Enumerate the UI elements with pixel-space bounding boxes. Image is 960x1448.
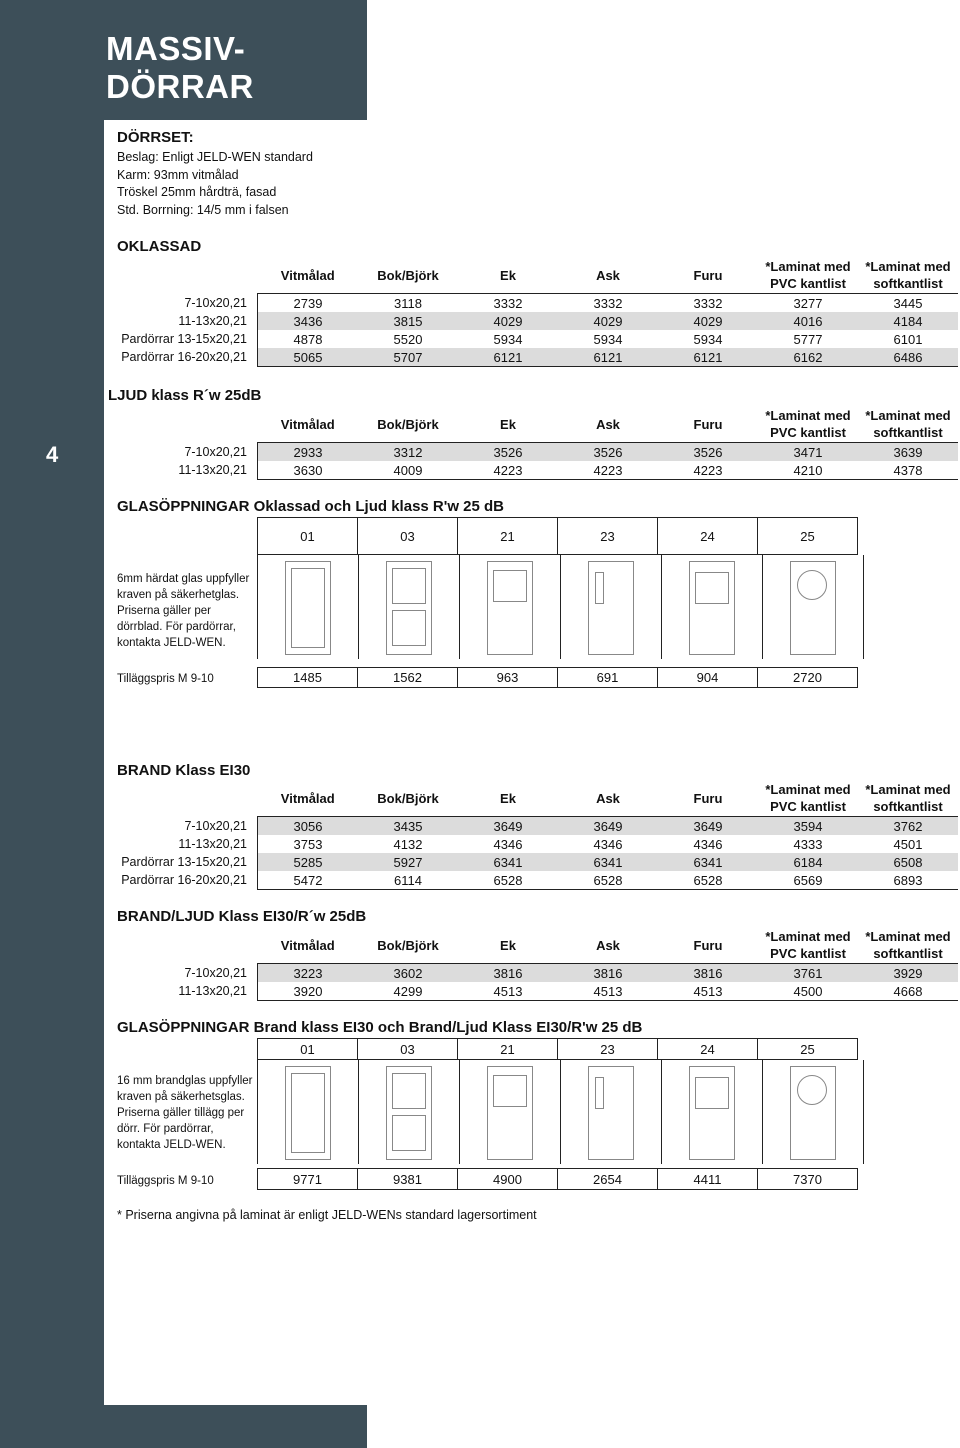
col-header: Bok/Björk [358,780,458,817]
chapter-number: 4 [46,442,59,467]
price-cell: 3639 [858,443,958,462]
price-cell: 6114 [358,871,458,890]
price-cell: 4411 [658,1169,758,1190]
col-header: Bok/Björk [358,257,458,294]
price-cell: 3649 [658,817,758,836]
price-cell: 4029 [658,312,758,330]
price-cell: 4223 [558,461,658,480]
note-line: Priserna gäller per [117,605,211,617]
dorrset-heading: DÖRRSET: [117,129,194,146]
door-25-icon [790,561,836,655]
price-cell: 5285 [258,853,359,871]
col-header: Vitmålad [258,406,359,443]
row-label: 7-10x20,21 [184,444,247,459]
note-line: dörrblad. För pardörrar, [117,621,236,633]
glass-code: 23 [558,518,658,555]
price-cell: 5777 [793,331,823,347]
price-cell: 1485 [258,668,358,688]
row-label: 11-13x20,21 [178,463,247,478]
price-cell: 5927 [358,853,458,871]
price-row [258,1169,858,1190]
price-cell: 6121 [558,348,658,367]
table-row [104,443,958,462]
glas1-note [117,571,249,651]
door-cell [257,555,358,659]
price-cell: 4299 [358,982,458,1001]
price-cell: 6184 [758,853,858,871]
table-header-row [104,927,958,964]
row-label: Pardörrar 13-15x20,21 [121,332,247,346]
door-23-icon [588,561,634,655]
price-cell: 4346 [693,836,723,852]
door-cell [459,1060,560,1164]
price-cell: 3445 [893,295,923,311]
price-cell: 6486 [858,348,958,367]
col-header: *Laminat med PVC kantlist [758,780,858,817]
price-cell: 4346 [493,836,523,852]
brand-heading: BRAND Klass EI30 [117,762,251,779]
price-cell: 1562 [358,668,458,688]
price-cell: 6341 [558,853,658,871]
price-cell: 2654 [558,1169,658,1190]
brandljud-table [104,927,958,1001]
price-cell: 5472 [258,871,359,890]
col-header: *Laminat med PVC kantlist [758,257,858,294]
glas1-price-label: Tilläggspris M 9-10 [117,673,214,685]
oklassad-heading: OKLASSAD [117,238,202,255]
glass-code: 25 [758,518,858,555]
glas2-note [117,1073,253,1153]
price-cell: 3526 [558,443,658,462]
col-header: Vitmålad [258,927,359,964]
door-03-icon [386,1066,432,1160]
price-cell: 5707 [358,348,458,367]
glass-code: 24 [658,1039,758,1060]
price-cell: 6341 [658,853,758,871]
price-cell: 6893 [858,871,958,890]
col-header: *Laminat med PVC kantlist [758,406,858,443]
glass-code: 01 [258,1039,358,1060]
price-cell: 3436 [258,312,359,330]
oklassad-table [104,257,958,367]
price-cell: 691 [558,668,658,688]
table-row [104,871,958,890]
glas2-heading: GLASÖPPNINGAR Brand klass EI30 och Brand/Ljud Klass EI30/R'w 25 dB [117,1019,643,1036]
price-cell: 4223 [458,461,558,480]
table-row [104,348,958,367]
price-row [258,668,858,688]
glas2-price-table [257,1168,858,1190]
glass-code: 21 [458,518,558,555]
price-cell: 6528 [658,871,758,890]
door-cell [358,1060,459,1164]
table-row [104,461,958,480]
door-23-icon [588,1066,634,1160]
door-03-icon [386,561,432,655]
ljud-table [104,406,958,480]
door-cell [661,555,762,659]
price-cell: 3435 [358,817,458,836]
price-cell: 6121 [658,348,758,367]
door-cell [560,1060,661,1164]
price-cell: 4210 [758,461,858,480]
ljud-heading: LJUD klass R´w 25dB [108,387,262,404]
note-line: kraven på säkerhetsglas. [117,1091,245,1103]
price-cell: 6528 [458,871,558,890]
col-header: Ask [558,257,658,294]
col-header: Ask [558,927,658,964]
table-header-row [104,257,958,294]
price-cell: 3649 [558,817,658,836]
row-label: Pardörrar 16-20x20,21 [121,350,247,365]
price-cell: 9381 [358,1169,458,1190]
glass-code: 01 [258,518,358,555]
page-title [106,30,254,106]
price-cell: 4346 [593,836,623,852]
price-cell: 904 [658,668,758,688]
door-24-icon [689,561,735,655]
col-header: Ek [458,780,558,817]
glas1-door-illustrations [257,555,864,659]
price-cell: 4878 [258,330,359,348]
note-line: 6mm härdat glas uppfyller [117,573,250,585]
glass-code: 21 [458,1039,558,1060]
price-cell: 3332 [693,295,723,311]
row-label: 11-13x20,21 [178,984,247,999]
price-cell: 3526 [658,443,758,462]
price-cell: 2933 [258,443,359,462]
price-cell: 5934 [593,331,623,347]
row-label: 11-13x20,21 [178,837,247,851]
door-cell [762,555,864,659]
door-21-icon [487,1066,533,1160]
note-line: 16 mm brandglas uppfyller [117,1075,253,1087]
note-line: kontakta JELD-WEN. [117,1139,226,1151]
price-cell: 5520 [393,331,423,347]
price-cell: 6162 [758,348,858,367]
door-cell [358,555,459,659]
col-header: Ask [558,780,658,817]
glas1-price-table [257,667,858,688]
row-label: Pardörrar 13-15x20,21 [121,855,247,869]
door-01-icon [285,561,331,655]
price-cell: 3816 [458,964,558,983]
col-header: Furu [658,780,758,817]
price-cell: 4132 [393,836,423,852]
price-cell: 4513 [658,982,758,1001]
price-cell: 6508 [858,853,958,871]
dorrset-list [117,149,313,219]
table-row [104,817,958,836]
door-cell [560,555,661,659]
price-cell: 4333 [793,836,823,852]
price-cell: 3594 [758,817,858,836]
col-header: Furu [658,406,758,443]
door-cell [661,1060,762,1164]
title-line-1: MASSIV- [106,30,246,67]
door-21-icon [487,561,533,655]
note-line: kontakta JELD-WEN. [117,637,226,649]
price-cell: 3649 [458,817,558,836]
code-row [258,1039,858,1060]
table-header-row [104,780,958,817]
dorrset-line: Tröskel 25mm hårdträ, fasad [117,185,277,199]
dorrset-line: Std. Borrning: 14/5 mm i falsen [117,202,289,217]
price-cell: 6528 [558,871,658,890]
glas2-code-table [257,1038,858,1060]
price-cell: 3761 [758,964,858,983]
dorrset-line: Beslag: Enligt JELD-WEN standard [117,150,313,164]
table-row [104,330,958,348]
price-cell: 3929 [858,964,958,983]
price-cell: 3630 [258,461,359,480]
door-cell [459,555,560,659]
price-cell: 7370 [758,1169,858,1190]
price-cell: 4184 [858,312,958,330]
price-cell: 4513 [458,982,558,1001]
code-row [258,518,858,555]
price-cell: 4513 [558,982,658,1001]
price-cell: 4501 [893,836,923,852]
price-cell: 3816 [658,964,758,983]
row-label: 7-10x20,21 [184,295,247,310]
table-row [104,964,958,983]
col-header: Ek [458,927,558,964]
price-cell: 3118 [394,295,422,311]
price-cell: 4016 [758,312,858,330]
price-cell: 4500 [758,982,858,1001]
price-cell: 2739 [258,294,359,313]
price-cell: 4029 [458,312,558,330]
glass-code: 25 [758,1039,858,1060]
glas1-code-table [257,517,858,555]
note-line: kraven på säkerhetglas. [117,589,240,601]
top-white-area [367,0,960,120]
glas2-price-label: Tilläggspris M 9-10 [117,1175,214,1187]
table-row [104,294,958,313]
col-header: Ask [558,406,658,443]
price-cell: 4668 [858,982,958,1001]
table-row [104,835,958,853]
col-header: *Laminat med softkantlist [858,406,958,443]
table-header-row [104,406,958,443]
row-label: Pardörrar 16-20x20,21 [121,873,247,888]
price-cell: 3332 [593,295,623,311]
door-24-icon [689,1066,735,1160]
row-label: 11-13x20,21 [178,314,247,328]
price-cell: 6341 [458,853,558,871]
glass-code: 03 [358,518,458,555]
price-cell: 3332 [493,295,523,311]
price-cell: 6121 [458,348,558,367]
col-header: *Laminat med softkantlist [858,780,958,817]
price-cell: 6101 [893,331,923,347]
table-row [104,853,958,871]
price-cell: 3816 [558,964,658,983]
price-cell: 3526 [458,443,558,462]
price-cell: 2720 [758,668,858,688]
footnote: * Priserna angivna på laminat är enligt JELD-WENs standard lagersortiment [117,1208,537,1222]
price-cell: 3602 [358,964,458,983]
price-cell: 3223 [258,964,359,983]
door-cell [257,1060,358,1164]
row-label: 7-10x20,21 [184,965,247,980]
price-cell: 3920 [258,982,359,1001]
note-line: Priserna gäller tillägg per [117,1107,245,1119]
price-cell: 4029 [558,312,658,330]
table-row [104,312,958,330]
price-cell: 3471 [758,443,858,462]
price-cell: 5934 [693,331,723,347]
col-header: Furu [658,257,758,294]
price-cell: 4900 [458,1169,558,1190]
price-cell: 5934 [493,331,523,347]
col-header: Vitmålad [258,257,359,294]
price-cell: 4378 [858,461,958,480]
col-header: Bok/Björk [358,406,458,443]
row-label: 7-10x20,21 [184,818,247,833]
price-cell: 3815 [358,312,458,330]
glass-code: 24 [658,518,758,555]
price-cell: 5065 [258,348,359,367]
door-01-icon [285,1066,331,1160]
col-header: *Laminat med softkantlist [858,257,958,294]
glas2-door-illustrations [257,1060,864,1164]
col-header: Furu [658,927,758,964]
brandljud-heading: BRAND/LJUD Klass EI30/R´w 25dB [117,908,367,925]
brand-table [104,780,958,890]
col-header: Ek [458,406,558,443]
price-cell: 3762 [858,817,958,836]
glass-code: 03 [358,1039,458,1060]
glas1-heading: GLASÖPPNINGAR Oklassad och Ljud klass R'w 25 dB [117,498,504,515]
col-header: *Laminat med softkantlist [858,927,958,964]
dorrset-line: Karm: 93mm vitmålad [117,167,239,182]
price-cell: 9771 [258,1169,358,1190]
price-cell: 3056 [258,817,359,836]
price-cell: 4009 [358,461,458,480]
table-row [104,982,958,1001]
glass-code: 23 [558,1039,658,1060]
door-25-icon [790,1066,836,1160]
col-header: *Laminat med PVC kantlist [758,927,858,964]
col-header: Ek [458,257,558,294]
price-cell: 3753 [258,835,359,853]
col-header: Vitmålad [258,780,359,817]
price-cell: 6569 [758,871,858,890]
price-cell: 3277 [793,295,823,311]
door-cell [762,1060,864,1164]
note-line: dörr. För pardörrar, [117,1123,214,1135]
price-cell: 3312 [358,443,458,462]
title-line-2: DÖRRAR [106,68,254,105]
price-cell: 4223 [658,461,758,480]
price-cell: 963 [458,668,558,688]
col-header: Bok/Björk [358,927,458,964]
